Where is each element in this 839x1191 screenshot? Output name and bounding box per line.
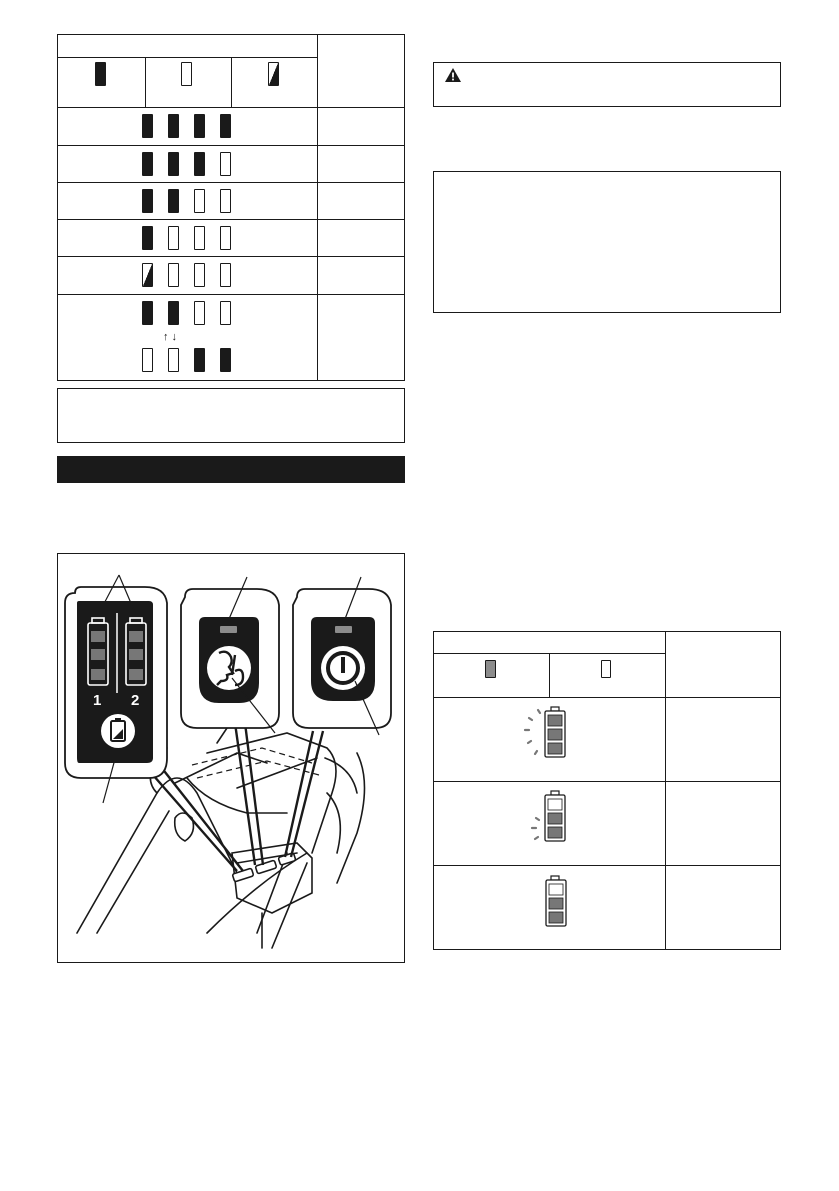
indicator-lamp bbox=[142, 189, 153, 213]
indicator-lamp bbox=[168, 114, 179, 138]
indicator-lamp bbox=[220, 226, 231, 250]
bay-2-label: 2 bbox=[131, 692, 140, 709]
indicator-lamp bbox=[220, 189, 231, 213]
indicator-lamp bbox=[142, 263, 153, 287]
warning-box bbox=[433, 62, 781, 107]
indicator-lamp bbox=[168, 263, 179, 287]
indicator-lamp bbox=[168, 301, 179, 325]
indicator-lamp bbox=[220, 301, 231, 325]
indicator-lamp bbox=[142, 152, 153, 176]
indicator-lamp bbox=[142, 114, 153, 138]
indicator-lamp bbox=[168, 189, 179, 213]
table-note-box bbox=[57, 388, 405, 443]
figure-illustration bbox=[57, 553, 405, 963]
indicator-lamp bbox=[194, 152, 205, 176]
legend-indicator-blinking bbox=[268, 62, 279, 86]
battery-two-thirds-icon bbox=[545, 875, 569, 931]
indicator-lamp bbox=[194, 301, 205, 325]
bay-1-label: 1 bbox=[93, 692, 102, 709]
legend-indicator-on bbox=[95, 62, 106, 86]
legend-lamp-lit bbox=[485, 660, 496, 678]
indicator-lamp bbox=[220, 348, 231, 372]
indicator-lamp bbox=[142, 348, 153, 372]
indicator-lamp bbox=[168, 348, 179, 372]
warning-triangle-icon bbox=[444, 67, 462, 83]
indicator-lamp bbox=[168, 152, 179, 176]
legend-lamp-off bbox=[601, 660, 611, 678]
indicator-lamp bbox=[220, 152, 231, 176]
indicator-lamp bbox=[142, 226, 153, 250]
indicator-lamp bbox=[220, 263, 231, 287]
indicator-lamp bbox=[194, 189, 205, 213]
indicator-lamp bbox=[194, 348, 205, 372]
battery-two-thirds-blinking-icon bbox=[527, 790, 577, 846]
indicator-lamp bbox=[194, 226, 205, 250]
alternating-arrows: ↑ ↓ bbox=[163, 331, 178, 343]
indicator-lamp bbox=[142, 301, 153, 325]
indicator-lamp bbox=[220, 114, 231, 138]
indicator-lamp bbox=[194, 114, 205, 138]
battery-full-blinking-icon bbox=[520, 706, 576, 762]
indicator-lamp bbox=[168, 226, 179, 250]
section-heading-bar bbox=[57, 456, 405, 483]
legend-indicator-off bbox=[181, 62, 192, 86]
indicator-lamp bbox=[194, 263, 205, 287]
notice-box bbox=[433, 171, 781, 313]
